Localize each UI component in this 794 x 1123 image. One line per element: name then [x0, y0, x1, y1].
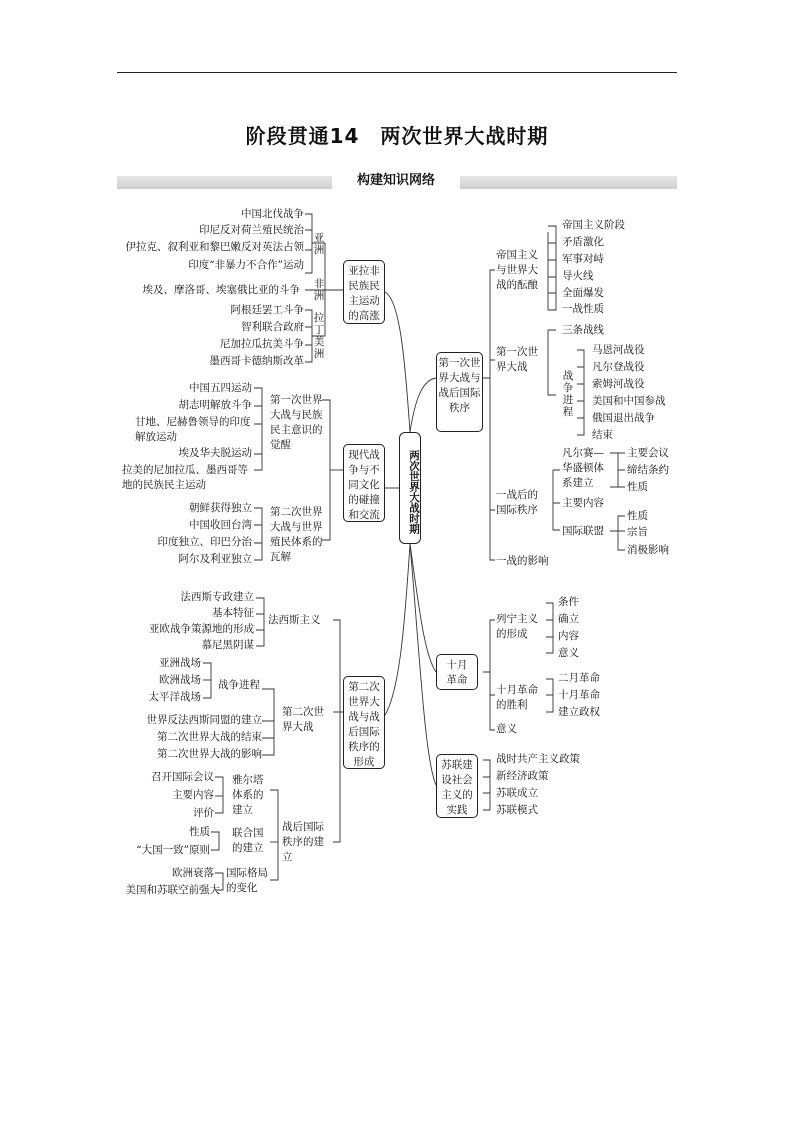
list-item: 胡志明解放斗争	[178, 399, 252, 411]
list-item: 印尼反对荷兰殖民统治	[199, 224, 304, 236]
list-item: 亚欧战争策源地的形成	[149, 623, 254, 635]
list-item: 军事对峙	[562, 253, 604, 265]
list-item: 二月革命	[558, 672, 600, 684]
node-ww2-postwar-order	[343, 676, 385, 769]
list-item: 苏联模式	[496, 804, 538, 816]
list-item: 评价	[193, 807, 214, 819]
list-item: 意义	[496, 723, 517, 735]
list-item: 印度“非暴力不合作”运动	[188, 259, 304, 271]
node-label: 十月革命	[446, 659, 468, 686]
node-ww2-colonial-collapse: 第二次世界大战与世界殖民体系的瓦解	[270, 506, 323, 563]
list-item: 十月革命	[558, 689, 600, 701]
list-item: 俄国退出战争	[592, 412, 655, 424]
node-october-revolution	[436, 654, 478, 690]
node-ww1-postwar-order	[436, 352, 483, 432]
node-label: 现代战争与不同文化的碰撞和交流	[348, 449, 380, 521]
list-item: 帝国主义阶段	[562, 219, 625, 231]
list-item: 性质	[627, 481, 648, 493]
list-item: 印度独立、印巴分治	[157, 536, 252, 548]
list-item: 凡尔登战役	[592, 361, 645, 373]
list-item: 朝鲜获得独立	[189, 502, 252, 514]
list-item: 马恩河战役	[592, 344, 645, 356]
list-item: 主要会议	[627, 447, 669, 459]
list-item: 亚洲战场	[159, 657, 201, 669]
list-item: 全面爆发	[562, 287, 604, 299]
node-soviet-socialism	[436, 754, 478, 818]
list-item: 建立政权	[558, 706, 600, 718]
list-item: 新经济政策	[496, 770, 549, 782]
list-item: 条件	[558, 596, 579, 608]
list-item: 中国五四运动	[189, 382, 252, 394]
node-yalta: 雅尔塔体系的建立	[232, 774, 264, 816]
list-item: 结束	[592, 429, 613, 441]
node-league-of-nations: 国际联盟	[562, 525, 604, 537]
list-item: 中国收回台湾	[189, 519, 252, 531]
list-item: 美国和中国参战	[592, 395, 666, 407]
tag-asia: 亚洲	[313, 232, 325, 256]
list-item: 墨西哥卡德纳斯改革	[209, 355, 304, 367]
list-item: 慕尼黑阴谋	[201, 639, 254, 651]
list-item: 埃及、摩洛哥、埃塞俄比亚的斗争	[142, 284, 300, 296]
list-item: 美国和苏联空前强大	[125, 884, 220, 896]
list-item: 阿尔及利亚独立	[178, 553, 252, 565]
node-label: 亚拉非民族民主运动的高涨	[348, 265, 380, 322]
list-item: 主要内容	[562, 497, 604, 509]
node-postwar-order: 战后国际秩序的建立	[282, 821, 324, 863]
node-label: 第二次世界大战与战后国际秩序的形成	[348, 681, 380, 768]
list-item: 智利联合政府	[241, 321, 304, 333]
list-item: 阿根廷罢工斗争	[230, 304, 304, 316]
list-item: 性质	[627, 510, 648, 522]
list-item: 内容	[558, 630, 579, 642]
node-ww2: 第二次世界大战	[282, 706, 324, 733]
node-modern-war-cultural-exchange	[343, 444, 385, 522]
node-revolution-victory: 十月革命的胜利	[496, 684, 538, 711]
node-un: 联合国的建立	[232, 827, 264, 854]
node-label: 苏联建设社会主义的实践	[441, 759, 473, 816]
list-item: 第二次世界大战的结束	[157, 731, 262, 743]
list-item: 矛盾激化	[562, 236, 604, 248]
node-ww1: 第一次世界大战	[496, 346, 538, 373]
list-item: 宗旨	[627, 526, 648, 538]
list-item: “大国一致”原则	[136, 844, 210, 856]
list-item: 导火线	[562, 270, 594, 282]
page-title: 阶段贯通14 两次世界大战时期	[245, 124, 549, 148]
list-item: 基本特征	[212, 607, 254, 619]
list-item: 消极影响	[627, 544, 669, 556]
list-item: 三条战线	[562, 324, 604, 336]
list-item: 尼加拉瓜抗美斗争	[220, 338, 304, 350]
list-item: 缔结条约	[627, 464, 669, 476]
list-item: 拉美的尼加拉瓜、墨西哥等地的民族民主运动	[122, 464, 248, 491]
center-node: 两次世界大战时期	[399, 432, 421, 544]
node-versailles-washington: 凡尔赛—华盛顿体系建立	[562, 447, 604, 489]
section-banner-label: 构建知识网络	[332, 171, 460, 191]
node-label: 第一次世界大战与战后国际秩序	[438, 357, 481, 414]
list-item: 性质	[189, 826, 210, 838]
list-item: 索姆河战役	[592, 378, 645, 390]
list-item: 苏联成立	[496, 787, 538, 799]
node-postwar-order-ww1: 一战后的国际秩序	[496, 489, 538, 516]
list-item: 一战的影响	[496, 555, 549, 567]
node-imperialism: 帝国主义与世界大战的酝酿	[496, 249, 538, 291]
node-pattern-change: 国际格局的变化	[226, 867, 268, 894]
list-item: 召开国际会议	[151, 771, 214, 783]
list-item: 主要内容	[172, 789, 214, 801]
list-item: 一战性质	[562, 303, 604, 315]
list-item: 埃及华夫脱运动	[178, 447, 252, 459]
node-fascism: 法西斯主义	[268, 614, 321, 626]
tag-war-process: 战争进程	[562, 370, 574, 418]
list-item: 中国北伐战争	[241, 208, 304, 220]
node-asia-africa-latam-movements	[343, 260, 385, 324]
list-item: 伊拉克、叙利亚和黎巴嫩反对英法占领	[125, 241, 304, 253]
list-item: 法西斯专政建立	[180, 591, 254, 603]
node-war-process: 战争进程	[218, 679, 260, 691]
list-item: 确立	[558, 613, 579, 625]
list-item: 战时共产主义政策	[496, 753, 580, 765]
list-item: 欧洲衰落	[172, 867, 214, 879]
list-item: 欧洲战场	[159, 674, 201, 686]
tag-latam: 拉丁美洲	[313, 312, 325, 360]
node-ww1-awakening: 第一次世界大战与民族民主意识的觉醒	[270, 394, 323, 451]
list-item: 第二次世界大战的影响	[157, 748, 262, 760]
tag-africa: 非洲	[313, 278, 325, 302]
list-item: 世界反法西斯同盟的建立	[146, 714, 262, 726]
list-item: 甘地、尼赫鲁领导的印度解放运动	[135, 416, 251, 443]
list-item: 太平洋战场	[148, 691, 201, 703]
node-leninism: 列宁主义的形成	[496, 613, 538, 640]
list-item: 意义	[558, 647, 579, 659]
